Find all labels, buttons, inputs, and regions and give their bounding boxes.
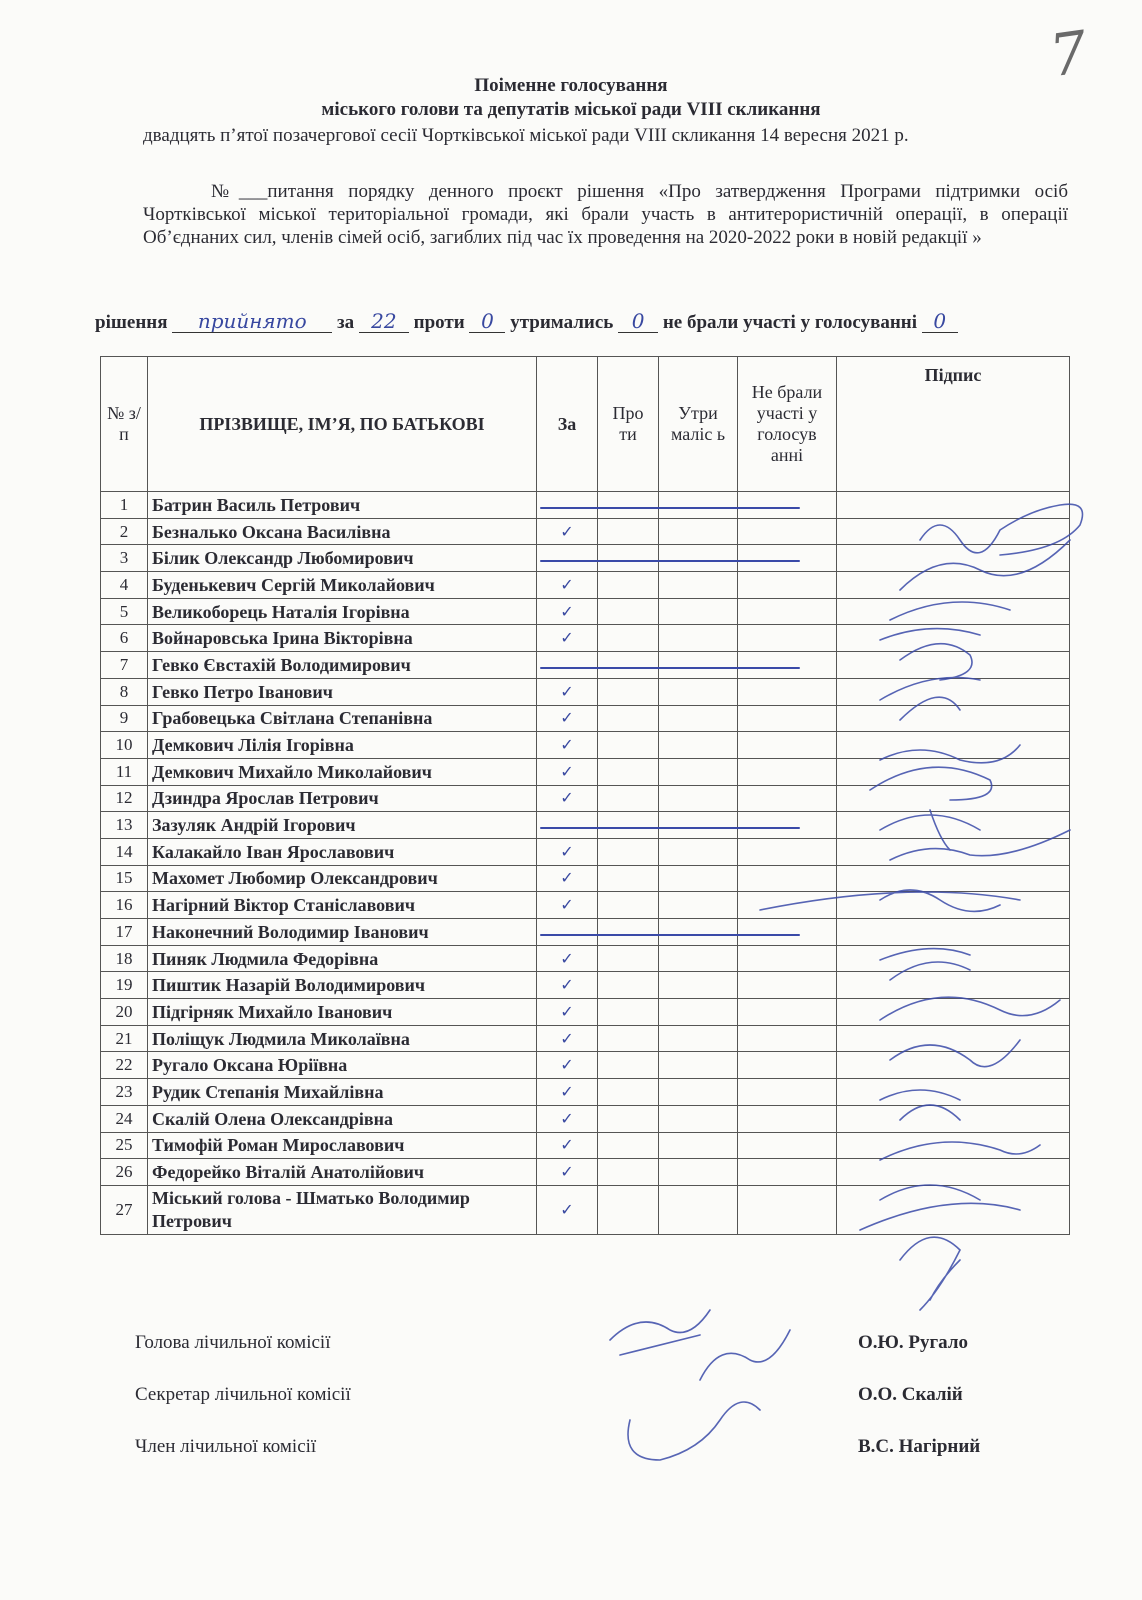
row-not-voted bbox=[738, 812, 837, 839]
absent-strike-line bbox=[540, 507, 800, 509]
table-row bbox=[101, 1185, 1070, 1234]
table-row bbox=[101, 732, 1070, 759]
row-vote-for: ✓ bbox=[537, 972, 598, 999]
row-number: 23 bbox=[101, 1079, 148, 1106]
row-not-voted bbox=[738, 999, 837, 1026]
row-number: 19 bbox=[101, 972, 148, 999]
row-vote-against bbox=[598, 812, 659, 839]
row-not-voted bbox=[738, 945, 837, 972]
row-number: 21 bbox=[101, 1025, 148, 1052]
row-vote-abstained bbox=[659, 972, 738, 999]
row-number: 25 bbox=[101, 1132, 148, 1159]
row-vote-against bbox=[598, 945, 659, 972]
row-vote-abstained bbox=[659, 838, 738, 865]
row-name: Гевко Петро Іванович bbox=[148, 678, 537, 705]
row-name: Рудик Степанія Михайлівна bbox=[148, 1079, 537, 1106]
row-vote-abstained bbox=[659, 598, 738, 625]
row-signature bbox=[837, 865, 1070, 892]
abstained-label: утримались bbox=[510, 312, 614, 333]
row-signature bbox=[837, 492, 1070, 519]
absent-strike-line bbox=[540, 667, 800, 669]
row-signature bbox=[837, 518, 1070, 545]
row-vote-abstained bbox=[659, 892, 738, 919]
table-row bbox=[101, 545, 1070, 572]
row-vote-against bbox=[598, 785, 659, 812]
header-name: ПРІЗВИЩЕ, ІМ’Я, ПО БАТЬКОВІ bbox=[148, 357, 537, 492]
row-signature bbox=[837, 919, 1070, 946]
for-value: 22 bbox=[359, 312, 409, 333]
row-vote-against bbox=[598, 572, 659, 599]
row-signature bbox=[837, 545, 1070, 572]
row-number: 18 bbox=[101, 945, 148, 972]
table-row bbox=[101, 705, 1070, 732]
row-vote-for bbox=[537, 545, 598, 572]
header-abstained: Утри маліс ь bbox=[659, 357, 738, 492]
row-not-voted bbox=[738, 598, 837, 625]
table-row bbox=[101, 945, 1070, 972]
row-not-voted bbox=[738, 1025, 837, 1052]
row-signature bbox=[837, 1159, 1070, 1186]
row-signature bbox=[837, 572, 1070, 599]
row-vote-for: ✓ bbox=[537, 1132, 598, 1159]
row-number: 4 bbox=[101, 572, 148, 599]
row-not-voted bbox=[738, 1052, 837, 1079]
decision-value: прийнято bbox=[172, 312, 332, 333]
row-number: 17 bbox=[101, 919, 148, 946]
row-name: Демкович Михайло Миколайович bbox=[148, 758, 537, 785]
row-name: Зазуляк Андрій Ігорович bbox=[148, 812, 537, 839]
row-vote-abstained bbox=[659, 678, 738, 705]
row-vote-against bbox=[598, 865, 659, 892]
table-row bbox=[101, 838, 1070, 865]
row-vote-against bbox=[598, 838, 659, 865]
table-header-row bbox=[101, 357, 1070, 492]
row-vote-abstained bbox=[659, 999, 738, 1026]
row-vote-against bbox=[598, 1159, 659, 1186]
row-vote-abstained bbox=[659, 919, 738, 946]
decision-label: рішення bbox=[95, 312, 168, 333]
row-vote-for: ✓ bbox=[537, 1159, 598, 1186]
row-vote-abstained bbox=[659, 625, 738, 652]
row-vote-abstained bbox=[659, 812, 738, 839]
row-number: 16 bbox=[101, 892, 148, 919]
table-row bbox=[101, 892, 1070, 919]
row-vote-abstained bbox=[659, 1025, 738, 1052]
row-vote-for: ✓ bbox=[537, 758, 598, 785]
row-vote-abstained bbox=[659, 785, 738, 812]
row-not-voted bbox=[738, 1185, 837, 1234]
row-vote-against bbox=[598, 545, 659, 572]
row-vote-against bbox=[598, 678, 659, 705]
row-name: Калакайло Іван Ярославович bbox=[148, 838, 537, 865]
row-name: Нагірний Віктор Станіславович bbox=[148, 892, 537, 919]
row-signature bbox=[837, 1185, 1070, 1234]
row-number: 24 bbox=[101, 1105, 148, 1132]
row-vote-against bbox=[598, 1105, 659, 1132]
row-name: Гевко Євстахій Володимирович bbox=[148, 652, 537, 679]
row-vote-against bbox=[598, 972, 659, 999]
row-name: Дзиндра Ярослав Петрович bbox=[148, 785, 537, 812]
row-signature bbox=[837, 785, 1070, 812]
row-vote-for: ✓ bbox=[537, 625, 598, 652]
row-vote-abstained bbox=[659, 732, 738, 759]
table-row bbox=[101, 1105, 1070, 1132]
row-vote-abstained bbox=[659, 1185, 738, 1234]
row-vote-for: ✓ bbox=[537, 785, 598, 812]
table-row bbox=[101, 1159, 1070, 1186]
row-signature bbox=[837, 838, 1070, 865]
row-not-voted bbox=[738, 785, 837, 812]
voting-table bbox=[100, 356, 1070, 1235]
row-name: Підгірняк Михайло Іванович bbox=[148, 999, 537, 1026]
table-row bbox=[101, 865, 1070, 892]
agenda-text: №___питання порядку денного проєкт рішення «Про затвердження Програми підтримки осіб Чортківської міської територіальної громади, які брали участь в антитерористичній операції, в операції Об’єднаних сил, членів сімей осіб, загиблих під час їх проведення на 2020-2022 роки в новій редакції » bbox=[143, 181, 1068, 248]
row-signature bbox=[837, 999, 1070, 1026]
row-number: 12 bbox=[101, 785, 148, 812]
commission-role-chair: Голова лічильної комісії bbox=[135, 1332, 331, 1353]
header-against: Про ти bbox=[598, 357, 659, 492]
row-not-voted bbox=[738, 572, 837, 599]
row-number: 9 bbox=[101, 705, 148, 732]
row-vote-against bbox=[598, 705, 659, 732]
row-not-voted bbox=[738, 492, 837, 519]
row-signature bbox=[837, 1132, 1070, 1159]
row-not-voted bbox=[738, 1132, 837, 1159]
abstained-value: 0 bbox=[618, 312, 658, 333]
row-vote-for bbox=[537, 812, 598, 839]
table-row bbox=[101, 598, 1070, 625]
row-vote-for bbox=[537, 919, 598, 946]
table-row bbox=[101, 758, 1070, 785]
row-vote-against bbox=[598, 598, 659, 625]
table-row bbox=[101, 1132, 1070, 1159]
row-not-voted bbox=[738, 1079, 837, 1106]
table-row bbox=[101, 678, 1070, 705]
not-voted-value: 0 bbox=[922, 312, 958, 333]
commission-role-member: Член лічильної комісії bbox=[135, 1436, 317, 1457]
row-vote-against bbox=[598, 919, 659, 946]
row-not-voted bbox=[738, 919, 837, 946]
row-vote-for: ✓ bbox=[537, 838, 598, 865]
for-label: за bbox=[337, 312, 355, 333]
table-row bbox=[101, 492, 1070, 519]
row-number: 20 bbox=[101, 999, 148, 1026]
row-name: Білик Олександр Любомирович bbox=[148, 545, 537, 572]
row-number: 7 bbox=[101, 652, 148, 679]
row-vote-abstained bbox=[659, 518, 738, 545]
row-vote-against bbox=[598, 758, 659, 785]
row-vote-against bbox=[598, 1132, 659, 1159]
row-vote-abstained bbox=[659, 758, 738, 785]
row-vote-abstained bbox=[659, 652, 738, 679]
row-name: Поліщук Людмила Миколаївна bbox=[148, 1025, 537, 1052]
row-vote-for bbox=[537, 652, 598, 679]
session-line: двадцять п’ятої позачергової сесії Чортківської міської ради VIII скликання 14 вересня 2021 р. bbox=[143, 125, 909, 146]
absent-strike-line bbox=[540, 827, 800, 829]
row-name: Демкович Лілія Ігорівна bbox=[148, 732, 537, 759]
row-not-voted bbox=[738, 652, 837, 679]
row-vote-against bbox=[598, 1052, 659, 1079]
table-row bbox=[101, 1025, 1070, 1052]
decision-line bbox=[95, 309, 958, 334]
row-signature bbox=[837, 1052, 1070, 1079]
commission-name-member: В.С. Нагірний bbox=[858, 1436, 981, 1457]
row-number: 14 bbox=[101, 838, 148, 865]
row-vote-against bbox=[598, 492, 659, 519]
commission-name-secretary: О.О. Скалій bbox=[858, 1384, 963, 1405]
row-number: 26 bbox=[101, 1159, 148, 1186]
row-vote-abstained bbox=[659, 865, 738, 892]
row-vote-for: ✓ bbox=[537, 1185, 598, 1234]
row-signature bbox=[837, 1079, 1070, 1106]
row-not-voted bbox=[738, 865, 837, 892]
row-number: 15 bbox=[101, 865, 148, 892]
document-title: Поіменне голосування bbox=[474, 75, 668, 96]
row-vote-against bbox=[598, 1025, 659, 1052]
row-name: Пиняк Людмила Федорівна bbox=[148, 945, 537, 972]
row-signature bbox=[837, 732, 1070, 759]
row-number: 11 bbox=[101, 758, 148, 785]
row-vote-for bbox=[537, 492, 598, 519]
row-name: Махомет Любомир Олександрович bbox=[148, 865, 537, 892]
against-label: проти bbox=[413, 312, 465, 333]
row-not-voted bbox=[738, 678, 837, 705]
row-number: 8 bbox=[101, 678, 148, 705]
row-vote-for: ✓ bbox=[537, 1025, 598, 1052]
table-row bbox=[101, 972, 1070, 999]
row-not-voted bbox=[738, 972, 837, 999]
row-not-voted bbox=[738, 758, 837, 785]
row-name: Великоборець Наталія Ігорівна bbox=[148, 598, 537, 625]
row-signature bbox=[837, 945, 1070, 972]
row-name: Буденькевич Сергій Миколайович bbox=[148, 572, 537, 599]
row-not-voted bbox=[738, 545, 837, 572]
header-not-voted: Не брали участі у голосув анні bbox=[738, 357, 837, 492]
row-vote-for: ✓ bbox=[537, 1052, 598, 1079]
table-row bbox=[101, 1052, 1070, 1079]
row-signature bbox=[837, 652, 1070, 679]
row-name: Міський голова - Шматько Володимир Петрович bbox=[148, 1185, 537, 1234]
row-not-voted bbox=[738, 1159, 837, 1186]
row-number: 13 bbox=[101, 812, 148, 839]
row-vote-for: ✓ bbox=[537, 945, 598, 972]
row-vote-for: ✓ bbox=[537, 999, 598, 1026]
row-vote-against bbox=[598, 1185, 659, 1234]
table-row bbox=[101, 625, 1070, 652]
row-vote-for: ✓ bbox=[537, 705, 598, 732]
row-vote-abstained bbox=[659, 945, 738, 972]
row-not-voted bbox=[738, 892, 837, 919]
row-vote-for: ✓ bbox=[537, 572, 598, 599]
row-not-voted bbox=[738, 705, 837, 732]
not-voted-label: не брали участі у голосуванні bbox=[662, 312, 918, 333]
header-for: За bbox=[537, 357, 598, 492]
row-signature bbox=[837, 758, 1070, 785]
table-row bbox=[101, 1079, 1070, 1106]
row-number: 1 bbox=[101, 492, 148, 519]
row-signature bbox=[837, 705, 1070, 732]
row-signature bbox=[837, 678, 1070, 705]
row-number: 5 bbox=[101, 598, 148, 625]
row-vote-for: ✓ bbox=[537, 678, 598, 705]
row-vote-abstained bbox=[659, 1159, 738, 1186]
commission-name-chair: О.Ю. Ругало bbox=[858, 1332, 968, 1353]
row-number: 6 bbox=[101, 625, 148, 652]
row-vote-for: ✓ bbox=[537, 518, 598, 545]
table-row bbox=[101, 652, 1070, 679]
row-name: Скалій Олена Олександрівна bbox=[148, 1105, 537, 1132]
document-subtitle: міського голови та депутатів міської ради VIII скликання bbox=[321, 99, 821, 120]
table-row bbox=[101, 572, 1070, 599]
row-vote-abstained bbox=[659, 1052, 738, 1079]
row-not-voted bbox=[738, 1105, 837, 1132]
row-number: 3 bbox=[101, 545, 148, 572]
row-vote-for: ✓ bbox=[537, 892, 598, 919]
row-name: Безналько Оксана Василівна bbox=[148, 518, 537, 545]
row-name: Войнаровська Ірина Вікторівна bbox=[148, 625, 537, 652]
row-vote-abstained bbox=[659, 1105, 738, 1132]
row-vote-against bbox=[598, 892, 659, 919]
row-number: 22 bbox=[101, 1052, 148, 1079]
row-signature bbox=[837, 1105, 1070, 1132]
absent-strike-line bbox=[540, 934, 800, 936]
row-name: Грабовецька Світлана Степанівна bbox=[148, 705, 537, 732]
row-vote-against bbox=[598, 999, 659, 1026]
row-signature bbox=[837, 625, 1070, 652]
row-vote-against bbox=[598, 518, 659, 545]
row-not-voted bbox=[738, 518, 837, 545]
header-signature: Підпис bbox=[837, 357, 1070, 492]
row-signature bbox=[837, 972, 1070, 999]
row-name: Тимофій Роман Мирославович bbox=[148, 1132, 537, 1159]
row-vote-against bbox=[598, 652, 659, 679]
commission-role-secretary: Секретар лічильної комісії bbox=[135, 1384, 351, 1405]
row-name: Федорейко Віталій Анатолійович bbox=[148, 1159, 537, 1186]
row-not-voted bbox=[738, 625, 837, 652]
row-name: Пиштик Назарій Володимирович bbox=[148, 972, 537, 999]
row-signature bbox=[837, 812, 1070, 839]
row-number: 2 bbox=[101, 518, 148, 545]
row-vote-against bbox=[598, 1079, 659, 1106]
table-row bbox=[101, 812, 1070, 839]
row-vote-for: ✓ bbox=[537, 1079, 598, 1106]
row-vote-abstained bbox=[659, 705, 738, 732]
row-vote-against bbox=[598, 732, 659, 759]
row-vote-against bbox=[598, 625, 659, 652]
row-name: Ругало Оксана Юріївна bbox=[148, 1052, 537, 1079]
row-number: 27 bbox=[101, 1185, 148, 1234]
table-row bbox=[101, 999, 1070, 1026]
row-not-voted bbox=[738, 838, 837, 865]
table-row bbox=[101, 919, 1070, 946]
row-vote-for: ✓ bbox=[537, 865, 598, 892]
row-name: Батрин Василь Петрович bbox=[148, 492, 537, 519]
row-signature bbox=[837, 1025, 1070, 1052]
row-signature bbox=[837, 598, 1070, 625]
table-row bbox=[101, 518, 1070, 545]
row-vote-for: ✓ bbox=[537, 1105, 598, 1132]
row-vote-abstained bbox=[659, 1132, 738, 1159]
row-vote-abstained bbox=[659, 545, 738, 572]
page-number: 7 bbox=[1045, 17, 1092, 91]
against-value: 0 bbox=[469, 312, 505, 333]
row-vote-for: ✓ bbox=[537, 732, 598, 759]
row-signature bbox=[837, 892, 1070, 919]
header-num: № з/п bbox=[101, 357, 148, 492]
row-vote-for: ✓ bbox=[537, 598, 598, 625]
table-row bbox=[101, 785, 1070, 812]
absent-strike-line bbox=[540, 560, 800, 562]
row-name: Наконечний Володимир Іванович bbox=[148, 919, 537, 946]
row-not-voted bbox=[738, 732, 837, 759]
row-vote-abstained bbox=[659, 492, 738, 519]
row-vote-abstained bbox=[659, 572, 738, 599]
row-vote-abstained bbox=[659, 1079, 738, 1106]
row-number: 10 bbox=[101, 732, 148, 759]
